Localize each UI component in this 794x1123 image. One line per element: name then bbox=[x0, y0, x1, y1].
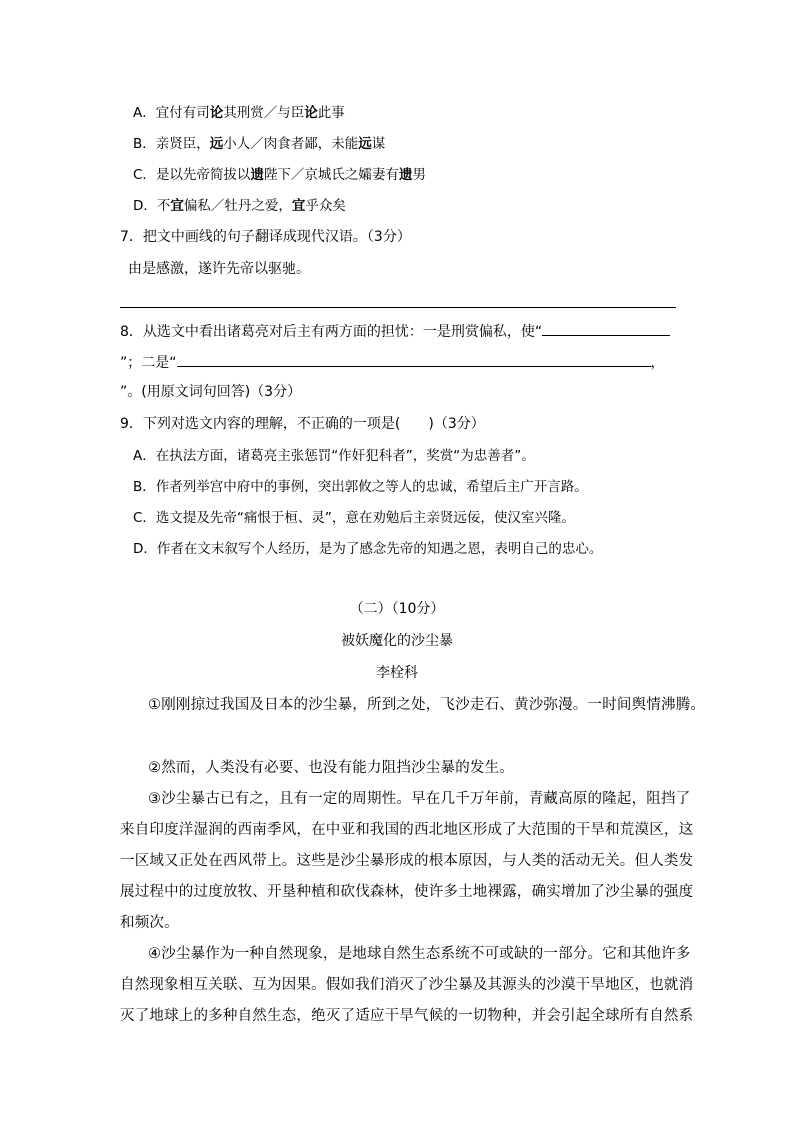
paragraph-4-line: ④沙尘暴作为一种自然现象，是地球自然生态系统不可或缺的一部分。它和其他许多 bbox=[148, 946, 691, 962]
paragraph-3-line: 来自印度洋湿润的西南季风，在中亚和我国的西北地区形成了大范围的干旱和荒漠区，这 bbox=[120, 822, 694, 838]
answer-blank[interactable] bbox=[542, 321, 670, 336]
option-text: 偏私／牡丹之爱， bbox=[183, 198, 292, 214]
option-label: A． bbox=[133, 105, 156, 121]
q8-line3: ”。(用原文词句回答)（3分） bbox=[120, 384, 302, 400]
option-text: 此事 bbox=[317, 105, 345, 121]
option-label: B． bbox=[133, 136, 156, 152]
key-char: 远 bbox=[358, 136, 372, 152]
option-text: 不 bbox=[156, 198, 171, 214]
paragraph-3-line: 一区域又正处在西风带上。这些是沙尘暴形成的根本原因，与人类的活动无关。但人类发 bbox=[120, 853, 694, 869]
q8-text: ”；二是“ bbox=[120, 355, 177, 371]
answer-blank[interactable] bbox=[177, 352, 651, 367]
q9-option-c: C．选文提及先帝“痛恨于桓、灵”，意在劝勉后主亲贤远佞，使汉室兴隆。 bbox=[133, 510, 575, 526]
q7-stem: 7．把文中画线的句子翻译成现代汉语。（3分） bbox=[120, 229, 411, 245]
q8-text: 8．从选文中看出诸葛亮对后主有两方面的担忧：一是刑赏偏私，使“ bbox=[120, 324, 543, 340]
q9-option-a: A．在执法方面，诸葛亮主张惩罚“作奸犯科者”，奖赏“为忠善者”。 bbox=[133, 448, 535, 464]
q6-option-c bbox=[133, 166, 426, 184]
key-char: 论 bbox=[209, 105, 224, 121]
key-char: 遗 bbox=[398, 167, 413, 183]
q7-sentence: 由是感激，遂许先帝以驱驰。 bbox=[128, 261, 310, 277]
key-char: 遗 bbox=[250, 167, 264, 183]
option-text: 谋 bbox=[371, 136, 386, 152]
option-text: 其刑赏／与臣 bbox=[223, 105, 305, 121]
option-label: D． bbox=[133, 198, 157, 214]
q8-text: ， bbox=[650, 355, 665, 371]
key-char: 论 bbox=[304, 105, 318, 121]
article-title: 被妖魔化的沙尘暴 bbox=[341, 633, 453, 649]
key-char: 宜 bbox=[291, 198, 306, 214]
paragraph-3-line: 和频次。 bbox=[120, 915, 179, 931]
answer-line[interactable] bbox=[120, 307, 676, 308]
option-text: 乎众矣 bbox=[305, 198, 346, 214]
q6-option-d bbox=[133, 197, 346, 215]
paragraph-1: ①刚刚掠过我国及日本的沙尘暴，所到之处，飞沙走石、黄沙弥漫。一时间舆情沸腾。 bbox=[148, 697, 706, 713]
article-author: 李栓科 bbox=[376, 665, 418, 681]
q6-option-a bbox=[133, 104, 345, 122]
paragraph-3-line: ③沙尘暴古已有之，且有一定的周期性。早在几千万年前，青藏高原的隆起，阻挡了 bbox=[148, 791, 691, 807]
key-char: 远 bbox=[209, 136, 224, 152]
paragraph-3-line: 展过程中的过度放牧、开垦种植和砍伐森林，使许多土地裸露，确实增加了沙尘暴的强度 bbox=[120, 884, 694, 900]
key-char: 宜 bbox=[170, 198, 184, 214]
q8-line2 bbox=[120, 352, 665, 372]
q8-line1 bbox=[120, 321, 670, 341]
option-text: 亲贤臣， bbox=[155, 136, 210, 152]
paragraph-2: ②然而，人类没有必要、也没有能力阻挡沙尘暴的发生。 bbox=[148, 760, 514, 776]
paragraph-4-line: 自然现象相互关联、互为因果。假如我们消灭了沙尘暴及其源头的沙漠干旱地区，也就消 bbox=[120, 977, 694, 993]
q9-option-b: B．作者列举宫中府中的事例，突出郭攸之等人的忠诚，希望后主广开言路。 bbox=[133, 479, 588, 495]
paragraph-4-line: 灭了地球上的多种自然生态，绝灭了适应干旱气候的一切物种，并会引起全球所有自然系 bbox=[120, 1008, 694, 1024]
option-text: 是以先帝简拔以 bbox=[155, 167, 251, 183]
option-text: 陛下／京城氏之孀妻有 bbox=[263, 167, 399, 183]
option-text: 宜付有司 bbox=[155, 105, 210, 121]
q9-option-d: D．作者在文末叙写个人经历，是为了感念先帝的知遇之恩，表明自己的忠心。 bbox=[133, 541, 603, 557]
option-text: 小人／肉食者鄙，未能 bbox=[223, 136, 359, 152]
q6-option-b bbox=[133, 135, 385, 153]
section-heading: （二）（10分） bbox=[349, 601, 445, 617]
q9-stem: 9．下列对选文内容的理解，不正确的一项是( )（3分） bbox=[120, 416, 485, 432]
option-text: 男 bbox=[412, 167, 426, 183]
option-label: C． bbox=[133, 167, 156, 183]
